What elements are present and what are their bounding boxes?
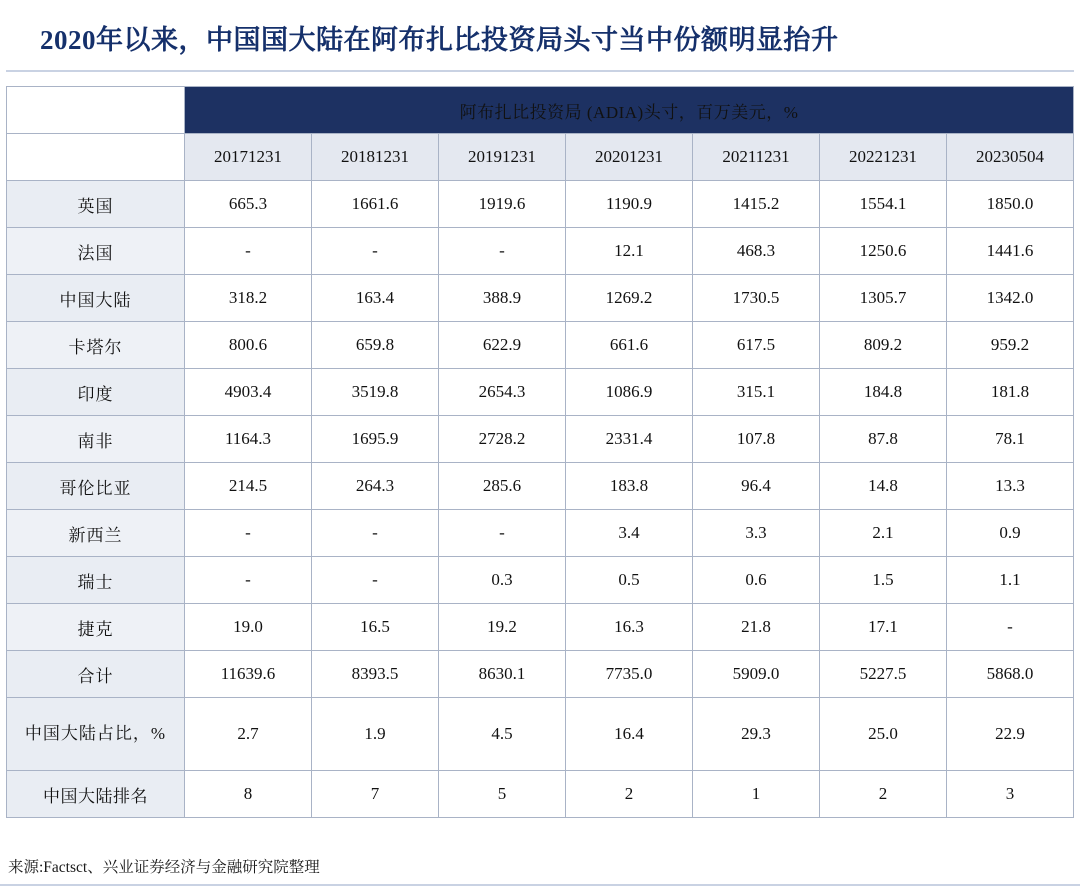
cell: - bbox=[185, 228, 312, 275]
cell: 1415.2 bbox=[693, 181, 820, 228]
table-body bbox=[7, 181, 1074, 818]
cell: - bbox=[439, 510, 566, 557]
table-row-china-share bbox=[7, 698, 1074, 771]
cell: 3519.8 bbox=[312, 369, 439, 416]
cell: 29.3 bbox=[693, 698, 820, 771]
column-header-3: 20201231 bbox=[566, 134, 693, 181]
cell: 1342.0 bbox=[947, 275, 1074, 322]
table-row bbox=[7, 416, 1074, 463]
cell: 1164.3 bbox=[185, 416, 312, 463]
cell: 13.3 bbox=[947, 463, 1074, 510]
cell: 5909.0 bbox=[693, 651, 820, 698]
title-divider bbox=[6, 70, 1074, 72]
cell: 315.1 bbox=[693, 369, 820, 416]
cell: 17.1 bbox=[820, 604, 947, 651]
row-label-india: 印度 bbox=[7, 369, 185, 416]
cell: 809.2 bbox=[820, 322, 947, 369]
cell: 800.6 bbox=[185, 322, 312, 369]
cell: 16.5 bbox=[312, 604, 439, 651]
table-row bbox=[7, 463, 1074, 510]
cell: - bbox=[312, 228, 439, 275]
cell: - bbox=[312, 557, 439, 604]
column-header-0: 20171231 bbox=[185, 134, 312, 181]
cell: 1554.1 bbox=[820, 181, 947, 228]
cell: 8393.5 bbox=[312, 651, 439, 698]
cell: 665.3 bbox=[185, 181, 312, 228]
cell: 11639.6 bbox=[185, 651, 312, 698]
table-row bbox=[7, 228, 1074, 275]
cell: 264.3 bbox=[312, 463, 439, 510]
cell: 1850.0 bbox=[947, 181, 1074, 228]
cell: 25.0 bbox=[820, 698, 947, 771]
column-header-4: 20211231 bbox=[693, 134, 820, 181]
cell: 2.7 bbox=[185, 698, 312, 771]
cell: 8 bbox=[185, 771, 312, 818]
row-label-czech: 捷克 bbox=[7, 604, 185, 651]
cell: 468.3 bbox=[693, 228, 820, 275]
cell: - bbox=[947, 604, 1074, 651]
column-header-6: 20230504 bbox=[947, 134, 1074, 181]
cell: 1086.9 bbox=[566, 369, 693, 416]
cell: 622.9 bbox=[439, 322, 566, 369]
table-banner-title: 阿布扎比投资局 (ADIA)头寸，百万美元，% bbox=[185, 87, 1074, 134]
row-label-colombia: 哥伦比亚 bbox=[7, 463, 185, 510]
cell: - bbox=[439, 228, 566, 275]
cell: 3.3 bbox=[693, 510, 820, 557]
cell: - bbox=[312, 510, 439, 557]
cell: 87.8 bbox=[820, 416, 947, 463]
row-label-china-mainland: 中国大陆 bbox=[7, 275, 185, 322]
cell: 4.5 bbox=[439, 698, 566, 771]
cell: - bbox=[185, 557, 312, 604]
cell: 2728.2 bbox=[439, 416, 566, 463]
cell: 3 bbox=[947, 771, 1074, 818]
cell: 1.9 bbox=[312, 698, 439, 771]
cell: 1250.6 bbox=[820, 228, 947, 275]
cell: 2.1 bbox=[820, 510, 947, 557]
cell: 1269.2 bbox=[566, 275, 693, 322]
cell: 659.8 bbox=[312, 322, 439, 369]
cell: 3.4 bbox=[566, 510, 693, 557]
table-corner-cell-2 bbox=[7, 134, 185, 181]
cell: 19.2 bbox=[439, 604, 566, 651]
bottom-divider bbox=[0, 884, 1080, 886]
cell: 5227.5 bbox=[820, 651, 947, 698]
cell: 19.0 bbox=[185, 604, 312, 651]
cell: 0.6 bbox=[693, 557, 820, 604]
column-header-1: 20181231 bbox=[312, 134, 439, 181]
cell: 78.1 bbox=[947, 416, 1074, 463]
cell: 16.3 bbox=[566, 604, 693, 651]
table-row bbox=[7, 322, 1074, 369]
table-row bbox=[7, 510, 1074, 557]
cell: - bbox=[185, 510, 312, 557]
cell: 184.8 bbox=[820, 369, 947, 416]
cell: 1.1 bbox=[947, 557, 1074, 604]
cell: 2331.4 bbox=[566, 416, 693, 463]
page-title: 2020年以来，中国国大陆在阿布扎比投资局头寸当中份额明显抬升 bbox=[40, 25, 839, 55]
table-row-total bbox=[7, 651, 1074, 698]
table-head bbox=[7, 87, 1074, 181]
cell: 1305.7 bbox=[820, 275, 947, 322]
cell: 22.9 bbox=[947, 698, 1074, 771]
cell: 318.2 bbox=[185, 275, 312, 322]
row-label-france: 法国 bbox=[7, 228, 185, 275]
cell: 14.8 bbox=[820, 463, 947, 510]
cell: 388.9 bbox=[439, 275, 566, 322]
row-label-china-share: 中国大陆占比，% bbox=[7, 698, 185, 771]
adia-table-container bbox=[6, 86, 1074, 818]
cell: 1 bbox=[693, 771, 820, 818]
cell: 1919.6 bbox=[439, 181, 566, 228]
row-label-total: 合计 bbox=[7, 651, 185, 698]
cell: 959.2 bbox=[947, 322, 1074, 369]
cell: 0.9 bbox=[947, 510, 1074, 557]
row-label-qatar: 卡塔尔 bbox=[7, 322, 185, 369]
cell: 12.1 bbox=[566, 228, 693, 275]
table-row bbox=[7, 369, 1074, 416]
cell: 107.8 bbox=[693, 416, 820, 463]
column-header-2: 20191231 bbox=[439, 134, 566, 181]
cell: 0.5 bbox=[566, 557, 693, 604]
cell: 5 bbox=[439, 771, 566, 818]
cell: 16.4 bbox=[566, 698, 693, 771]
table-row bbox=[7, 557, 1074, 604]
cell: 181.8 bbox=[947, 369, 1074, 416]
table-row bbox=[7, 275, 1074, 322]
column-header-5: 20221231 bbox=[820, 134, 947, 181]
row-label-switzerland: 瑞士 bbox=[7, 557, 185, 604]
cell: 1441.6 bbox=[947, 228, 1074, 275]
cell: 0.3 bbox=[439, 557, 566, 604]
source-note: 来源:Factsct、兴业证券经济与金融研究院整理 bbox=[8, 859, 320, 876]
table-row bbox=[7, 181, 1074, 228]
cell: 7 bbox=[312, 771, 439, 818]
cell: 163.4 bbox=[312, 275, 439, 322]
table-banner-row bbox=[7, 87, 1074, 134]
cell: 285.6 bbox=[439, 463, 566, 510]
cell: 8630.1 bbox=[439, 651, 566, 698]
cell: 1730.5 bbox=[693, 275, 820, 322]
cell: 1.5 bbox=[820, 557, 947, 604]
row-label-uk: 英国 bbox=[7, 181, 185, 228]
table-row-china-rank bbox=[7, 771, 1074, 818]
cell: 7735.0 bbox=[566, 651, 693, 698]
table-column-header-row bbox=[7, 134, 1074, 181]
cell: 1661.6 bbox=[312, 181, 439, 228]
cell: 661.6 bbox=[566, 322, 693, 369]
cell: 96.4 bbox=[693, 463, 820, 510]
cell: 214.5 bbox=[185, 463, 312, 510]
cell: 4903.4 bbox=[185, 369, 312, 416]
row-label-new-zealand: 新西兰 bbox=[7, 510, 185, 557]
row-label-south-africa: 南非 bbox=[7, 416, 185, 463]
cell: 21.8 bbox=[693, 604, 820, 651]
table-corner-cell bbox=[7, 87, 185, 134]
cell: 1190.9 bbox=[566, 181, 693, 228]
cell: 2 bbox=[820, 771, 947, 818]
row-label-china-rank: 中国大陆排名 bbox=[7, 771, 185, 818]
cell: 617.5 bbox=[693, 322, 820, 369]
cell: 2 bbox=[566, 771, 693, 818]
cell: 1695.9 bbox=[312, 416, 439, 463]
cell: 5868.0 bbox=[947, 651, 1074, 698]
adia-positions-table bbox=[6, 86, 1074, 818]
cell: 2654.3 bbox=[439, 369, 566, 416]
table-row bbox=[7, 604, 1074, 651]
cell: 183.8 bbox=[566, 463, 693, 510]
